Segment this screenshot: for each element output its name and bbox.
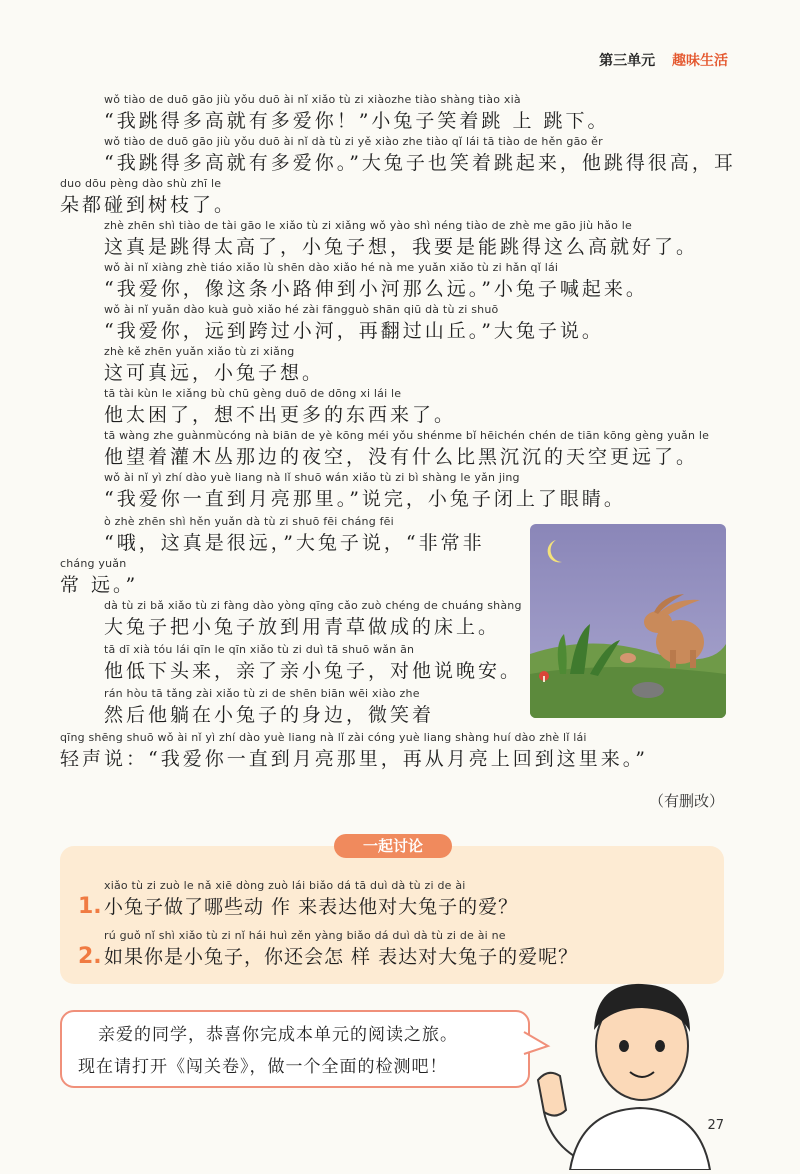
- story-line: tā tài kùn le xiǎng bù chū gèng duō de dōng xi lái le 他太困了，想不出更多的东西来了。: [104, 387, 457, 426]
- page-header: [599, 50, 728, 70]
- discussion-question: 1. xiǎo tù zi zuò le nǎ xiē dòng zuò lái biǎo dá tā duì dà tù zi de ài 小兔子做了哪些动 作 来表达他对大兔子的爱？: [78, 879, 519, 919]
- story-line: zhè kě zhēn yuǎn xiǎo tù zi xiǎng 这可真远，小兔子想。: [104, 345, 325, 384]
- speech-bubble: [60, 1010, 530, 1088]
- story-line: ò zhè zhēn shì hěn yuǎn dà tù zi shuō fēi cháng fēi “哦，这真是很远，”大兔子说，“非常非: [104, 515, 485, 554]
- story-line: wǒ ài nǐ yì zhí dào yuè liang nà lǐ shuō wán xiǎo tù zi bì shàng le yǎn jing “我爱你一直到月亮那里。”说完，小兔子闭上了眼睛。: [104, 471, 626, 510]
- teacher-illustration: [530, 960, 760, 1170]
- rabbits-illustration: [530, 524, 726, 718]
- story-line: tā wàng zhe guànmùcóng nà biān de yè kōng méi yǒu shénme bǐ hēichén chén de tiān kōng gèng yuǎn le 他望着灌木丛那边的夜空，没有什么比黑沉沉的天空更远了。: [104, 429, 710, 468]
- story-line: cháng yuǎn 常 远。”: [60, 557, 139, 596]
- story-line: dà tù zi bǎ xiǎo tù zi fàng dào yòng qīng cǎo zuò chéng de chuáng shàng 大兔子把小兔子放到用青草做成的床上。: [104, 599, 522, 638]
- discussion-question: 2. rú guǒ nǐ shì xiǎo tù zi nǐ hái huì zěn yàng biǎo dá duì dà tù zi de ài ne 如果你是小兔子，你还会怎 样 表达对大兔子的爱呢？: [78, 929, 579, 969]
- story-line: zhè zhēn shì tiào de tài gāo le xiǎo tù zi xiǎng wǒ yào shì néng tiào de zhè me gāo jiù hǎo le 这真是跳得太高了，小兔子想，我要是能跳得这么高就好了。: [104, 219, 699, 258]
- unit-theme: 趣味生活: [672, 53, 728, 69]
- story-line: qīng shēng shuō wǒ ài nǐ yì zhí dào yuè liang nà lǐ zài cóng yuè liang shàng huí dào zhè lǐ lái 轻声说：“我爱你一直到月亮那里，再从月亮上回到这里来。”: [60, 731, 648, 770]
- source-note: （有删改）: [648, 792, 724, 810]
- story-line: wǒ tiào de duō gāo jiù yǒu duō ài nǐ xiǎo tù zi xiàozhe tiào shàng tiào xià “我跳得多高就有多爱你！”小兔子笑着跳 上 跳下。: [104, 93, 610, 132]
- story-line: wǒ tiào de duō gāo jiù yǒu duō ài nǐ dà tù zi yě xiào zhe tiào qǐ lái tā tiào de hěn gāo ěr “我跳得多高就有多爱你。”大兔子也笑着跳起来，他跳得很高，耳: [104, 135, 736, 174]
- story-line: wǒ ài nǐ yuǎn dào kuà guò xiǎo hé zài fāngguò shān qiū dà tù zi shuō “我爱你，远到跨过小河，再翻过山丘。”大兔子说。: [104, 303, 604, 342]
- discussion-title: 一起讨论: [334, 834, 452, 858]
- story-line: rán hòu tā tǎng zài xiǎo tù zi de shēn biān wēi xiào zhe 然后他躺在小兔子的身边，微笑着: [104, 687, 435, 726]
- story-line: duo dōu pèng dào shù zhī le 朵都碰到树枝了。: [60, 177, 237, 216]
- story-line: wǒ ài nǐ xiàng zhè tiáo xiǎo lù shēn dào xiǎo hé nà me yuǎn xiǎo tù zi hǎn qǐ lái “我爱你，像这条小路伸到小河那么远。”小兔子喊起来。: [104, 261, 648, 300]
- bubble-line: 现在请打开《闯关卷》，做一个全面的检测吧！: [78, 1057, 448, 1077]
- story-line: tā dī xià tóu lái qīn le qīn xiǎo tù zi duì tā shuō wǎn ān 他低下头来，亲了亲小兔子，对他说晚安。: [104, 643, 523, 682]
- unit-label: 第三单元: [599, 53, 656, 69]
- bubble-line: 亲爱的同学，恭喜你完成本单元的阅读之旅。: [98, 1025, 458, 1045]
- page-number: 27: [707, 1118, 724, 1133]
